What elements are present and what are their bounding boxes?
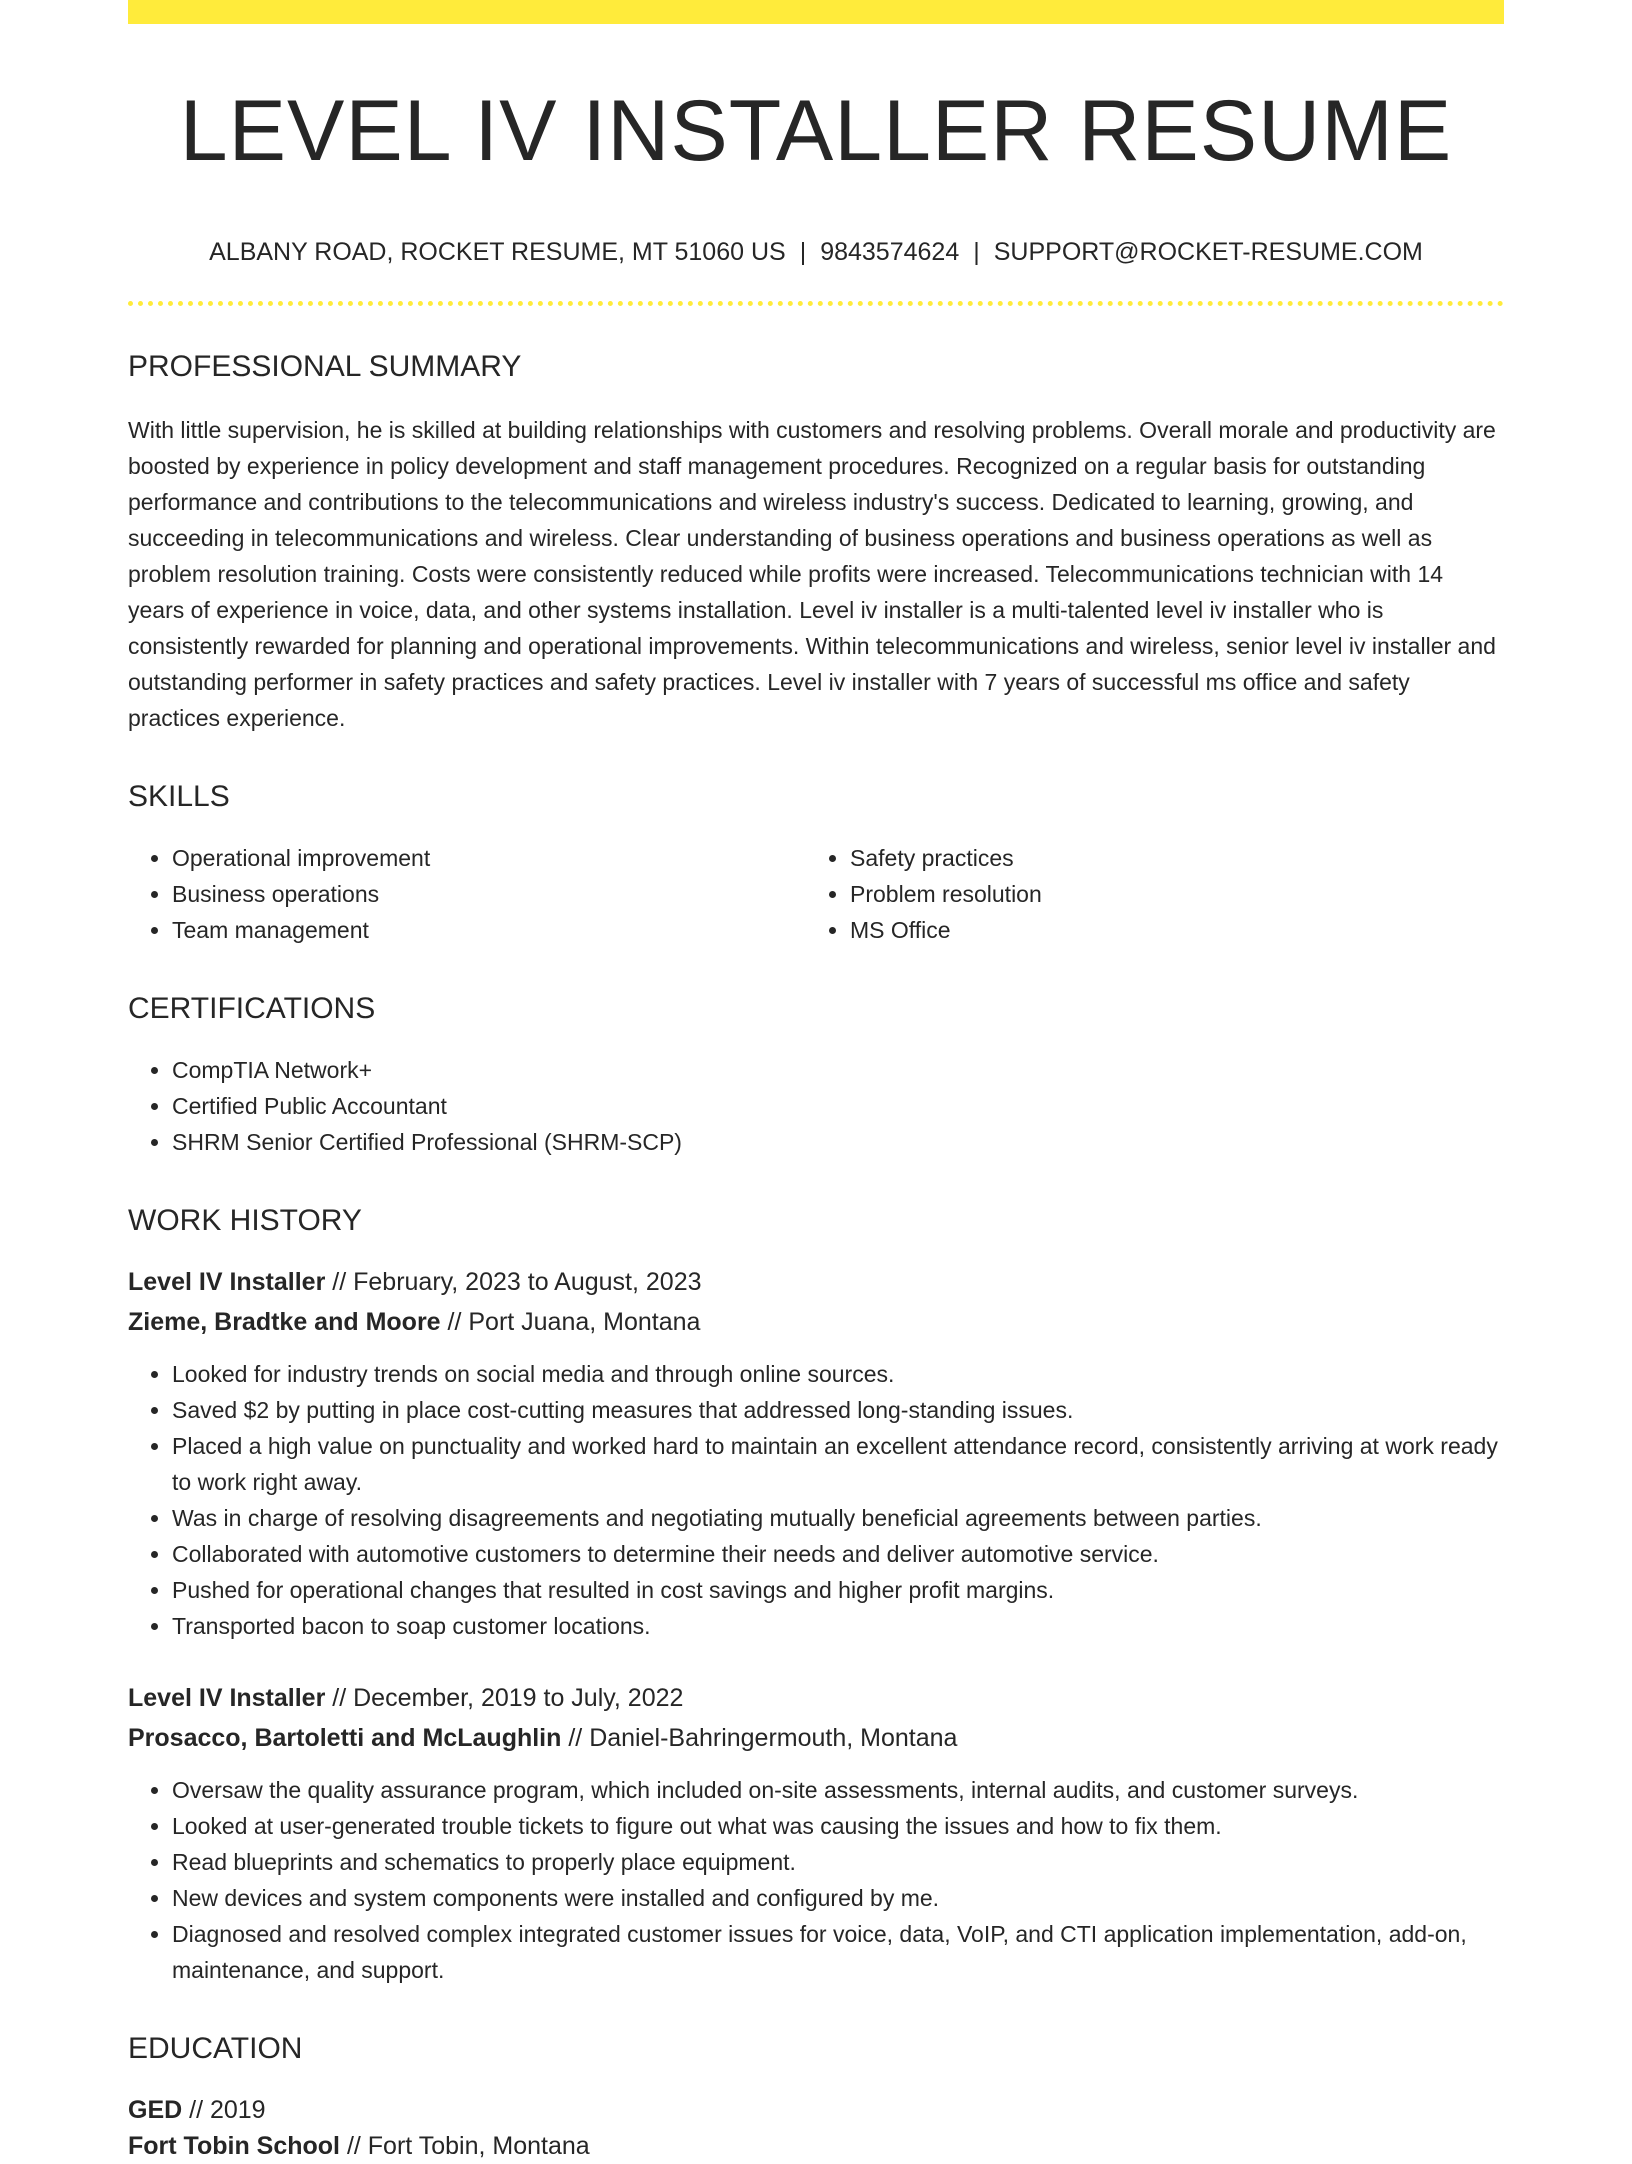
job-company-line — [128, 1718, 1504, 1758]
job-location: // Port Juana, Montana — [440, 1308, 701, 1336]
job-duty: • Read blueprints and schematics to properly place equipment. — [172, 1844, 1504, 1880]
job-title: Level IV Installer — [128, 1268, 326, 1296]
contact-separator: | — [799, 238, 807, 266]
contact-address: ALBANY ROAD, ROCKET RESUME, MT 51060 US — [209, 238, 786, 266]
skills-grid — [128, 840, 1504, 948]
skill-item: • Business operations — [172, 876, 806, 912]
skill-item: • Team management — [172, 912, 806, 948]
job-duty: • New devices and system components were installed and configured by me. — [172, 1880, 1504, 1916]
resume-title: LEVEL IV INSTALLER RESUME — [179, 83, 1453, 179]
education-degree-line — [128, 2092, 1504, 2128]
education-heading: EDUCATION — [128, 2032, 303, 2065]
certification-item: • CompTIA Network+ — [172, 1052, 1504, 1088]
skill-item: • Safety practices — [850, 840, 1484, 876]
skills-heading: SKILLS — [128, 780, 230, 813]
contact-separator: | — [973, 238, 980, 266]
education-degree: GED — [128, 2096, 183, 2124]
job-duty: • Diagnosed and resolved complex integrated customer issues for voice, data, VoIP, and CTI application implementation, add-on, maintenance, and support. — [172, 1916, 1504, 1988]
skill-item: • Problem resolution — [850, 876, 1484, 912]
job-company: Prosacco, Bartoletti and McLaughlin — [128, 1724, 562, 1752]
summary-text: With little supervision, he is skilled at building relationships with customers and resolving problems. Overall morale and productivity are boosted by experience in policy development and staff management procedures. Recognized on a regular basis for outstanding performance and contributions to the telecommunications and wireless industry's success. Dedicated to learning, growing, and succeeding in telecommunications and wireless. Clear understanding of business operations and business operations as well as problem resolution training. Costs were consistently reduced while profits were increased. Telecommunications technician with 14 years of experience in voice, data, and other systems installation. Level iv installer is a multi-talented level iv installer who is consistently rewarded for planning and operational improvements. Within telecommunications and wireless, senior level iv installer and outstanding performer in safety practices and safety practices. Level iv installer with 7 years of successful ms office and safety practices experience. — [128, 417, 1496, 731]
job-title-line — [128, 1262, 1504, 1302]
contact-phone: 9843574624 — [820, 238, 960, 266]
education-year: // 2019 — [182, 2096, 266, 2124]
certification-item: • Certified Public Accountant — [172, 1088, 1504, 1124]
job-duty: • Looked at user-generated trouble tickets to figure out what was causing the issues and how to fix them. — [172, 1808, 1504, 1844]
education-location: // Fort Tobin, Montana — [340, 2132, 590, 2160]
summary-heading: PROFESSIONAL SUMMARY — [128, 350, 522, 383]
job-company-line — [128, 1302, 1504, 1342]
job-duty: • Transported bacon to soap customer locations. — [172, 1608, 1504, 1644]
job-duty: • Pushed for operational changes that resulted in cost savings and higher profit margins. — [172, 1572, 1504, 1608]
education-school-line — [128, 2128, 1504, 2164]
resume-page — [128, 0, 1504, 2164]
certification-item: • SHRM Senior Certified Professional (SHRM-SCP) — [172, 1124, 1504, 1160]
dotted-divider — [128, 301, 1504, 306]
job-duties-list — [128, 1772, 1504, 1988]
skill-item: • Operational improvement — [172, 840, 806, 876]
skills-right-list — [806, 840, 1484, 948]
job-location: // Daniel-Bahringermouth, Montana — [561, 1724, 958, 1752]
certifications-list — [128, 1052, 1504, 1160]
job-title-line — [128, 1678, 1504, 1718]
job-entry — [128, 1262, 1504, 1644]
top-accent-bar — [128, 0, 1504, 24]
job-duty: • Collaborated with automotive customers to determine their needs and deliver automotive service. — [172, 1536, 1504, 1572]
skill-item: • MS Office — [850, 912, 1484, 948]
job-title: Level IV Installer — [128, 1684, 326, 1712]
job-duties-list — [128, 1356, 1504, 1644]
contact-email: SUPPORT@ROCKET-RESUME.COM — [993, 238, 1423, 266]
job-dates: // December, 2019 to July, 2022 — [325, 1684, 684, 1712]
contact-line — [128, 240, 1504, 265]
skills-left-list — [128, 840, 806, 948]
job-duty: • Oversaw the quality assurance program, which included on-site assessments, internal audits, and customer surveys. — [172, 1772, 1504, 1808]
job-duty: • Looked for industry trends on social media and through online sources. — [172, 1356, 1504, 1392]
job-entry — [128, 1678, 1504, 1988]
job-duty: • Saved $2 by putting in place cost-cutting measures that addressed long-standing issues. — [172, 1392, 1504, 1428]
work-history-heading: WORK HISTORY — [128, 1204, 362, 1237]
job-company: Zieme, Bradtke and Moore — [128, 1308, 441, 1336]
job-duty: • Was in charge of resolving disagreements and negotiating mutually beneficial agreements between parties. — [172, 1500, 1504, 1536]
education-school: Fort Tobin School — [128, 2132, 340, 2160]
job-duty: • Placed a high value on punctuality and worked hard to maintain an excellent attendance record, consistently arriving at work ready to work right away. — [172, 1428, 1504, 1500]
job-dates: // February, 2023 to August, 2023 — [325, 1268, 702, 1296]
certifications-heading: CERTIFICATIONS — [128, 992, 376, 1025]
